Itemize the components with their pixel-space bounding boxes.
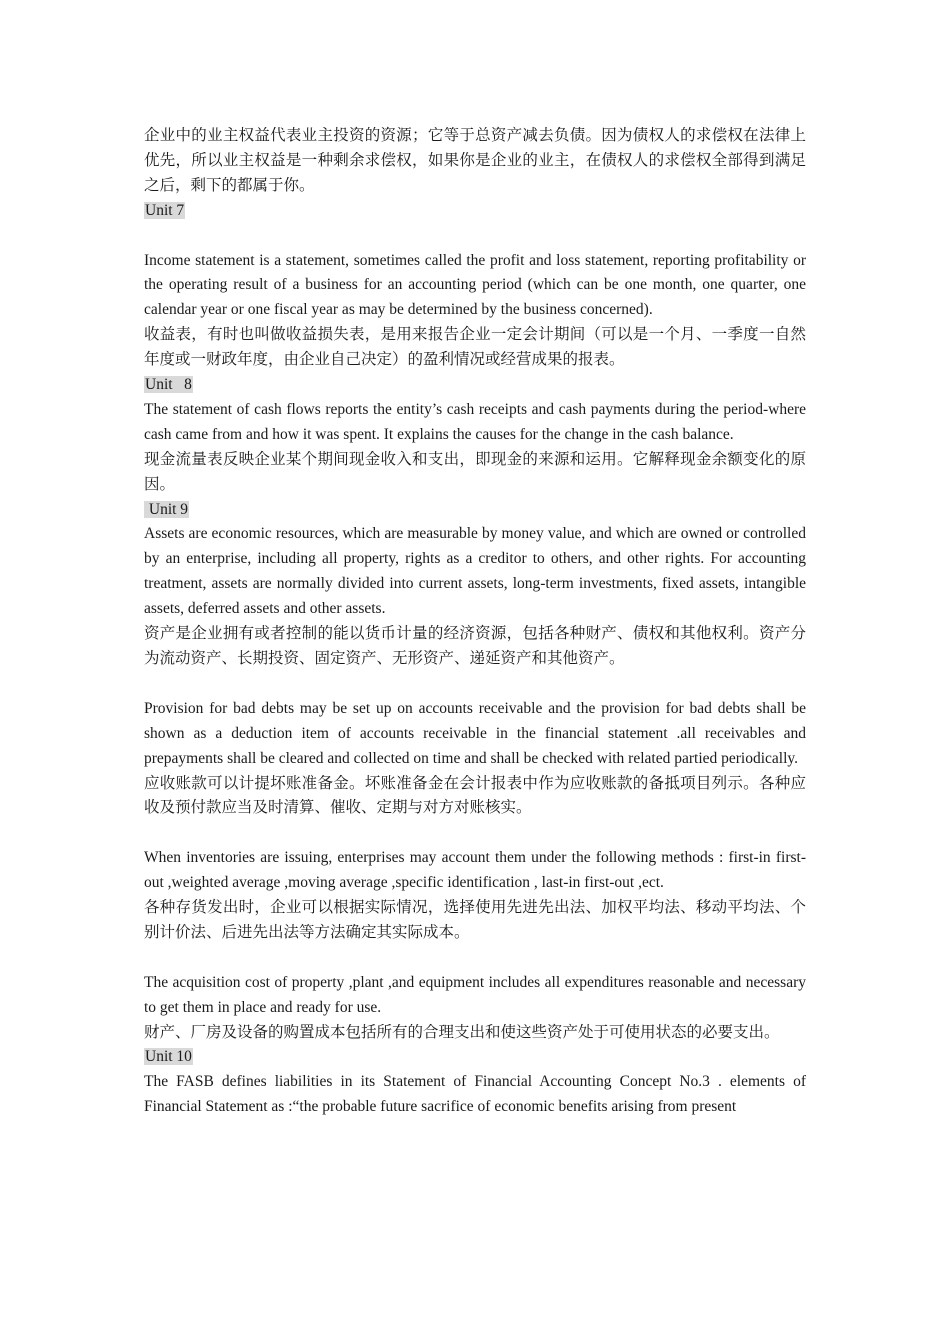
paragraph-acquisition-cost-en: The acquisition cost of property ,plant ,and equipment includes all expenditures reasonable and necessary to get them in place and ready for use. bbox=[144, 973, 806, 1016]
paragraph-income-statement-en: Income statement is a statement, sometimes called the profit and loss statement, reporting profitability or the operating result of a business for an accounting period (which can be one month, one quarter, one calendar year or one fiscal year as may be determined by the business concerned). bbox=[144, 251, 806, 319]
blank-line bbox=[144, 224, 806, 249]
paragraph-acquisition-cost-cn: 财产、厂房及设备的购置成本包括所有的合理支出和使这些资产处于可使用状态的必要支出。 bbox=[144, 1023, 780, 1041]
unit-label: Unit 7 bbox=[145, 201, 185, 219]
unit-heading-8 bbox=[144, 373, 806, 398]
unit-label: Unit 8 bbox=[145, 376, 192, 394]
paragraph-inventories-cn: 各种存货发出时，企业可以根据实际情况，选择使用先进先出法、加权平均法、移动平均法、个别计价法、后进先出法等方法确定其实际成本。 bbox=[144, 899, 806, 941]
unit-label: Unit 10 bbox=[145, 1048, 192, 1066]
paragraph-inventories-en: When inventories are issuing, enterprises may account them under the following methods : first-in first-out ,weighted average ,moving average ,specific identification , last-in first-out ,ect. bbox=[144, 849, 806, 892]
paragraph-cash-flows-cn: 现金流量表反映企业某个期间现金收入和支出，即现金的来源和运用。它解释现金余额变化的原因。 bbox=[144, 450, 806, 493]
paragraph-owners-equity-cn: 企业中的业主权益代表业主投资的资源；它等于总资产减去负债。因为债权人的求偿权在法律上优先，所以业主权益是一种剩余求偿权，如果你是企业的业主，在债权人的求偿权全部得到满足之后，剩下的都属于你。 bbox=[144, 127, 806, 194]
paragraph-cash-flows-en: The statement of cash flows reports the entity’s cash receipts and cash payments during the period-where cash came from and how it was spent. It explains the causes for the change in the cash balance. bbox=[144, 400, 806, 443]
blank-line bbox=[144, 672, 806, 697]
paragraph-bad-debts-en: Provision for bad debts may be set up on accounts receivable and the provision for bad debts shall be shown as a deduction item of accounts receivable in the financial statement .all receivables and prepayments shall be cleared and collected on time and shall be checked with related partied periodically. bbox=[144, 699, 806, 767]
paragraph-bad-debts-cn: 应收账款可以计提坏账准备金。坏账准备金在会计报表中作为应收账款的备抵项目列示。各种应收及预付款应当及时清算、催收、定期与对方对账核实。 bbox=[144, 774, 806, 817]
paragraph-liabilities-en: The FASB defines liabilities in its Statement of Financial Accounting Concept No.3 . elements of Financial Statement as :“the probable future sacrifice of economic benefits arising from present bbox=[144, 1073, 806, 1116]
blank-line bbox=[144, 946, 806, 971]
blank-line bbox=[144, 821, 806, 846]
unit-heading-10 bbox=[144, 1045, 806, 1070]
paragraph-assets-cn: 资产是企业拥有或者控制的能以货币计量的经济资源，包括各种财产、债权和其他权利。资产分为流动资产、长期投资、固定资产、无形资产、递延资产和其他资产。 bbox=[144, 625, 806, 668]
document-page bbox=[144, 124, 806, 1120]
unit-label: Unit 9 bbox=[145, 500, 189, 518]
paragraph-income-statement-cn: 收益表，有时也叫做收益损失表，是用来报告企业一定会计期间（可以是一个月、一季度一自然年度或一财政年度，由企业自己决定）的盈利情况或经营成果的报表。 bbox=[144, 326, 806, 369]
unit-heading-9 bbox=[144, 498, 806, 523]
paragraph-assets-en: Assets are economic resources, which are measurable by money value, and which are owned or controlled by an enterprise, including all property, rights as a creditor to others, and other rights. For accounting treatment, assets are normally divided into current assets, long-term investments, fixed assets, intangible assets, deferred assets and other assets. bbox=[144, 525, 806, 618]
unit-heading-7 bbox=[144, 199, 806, 224]
